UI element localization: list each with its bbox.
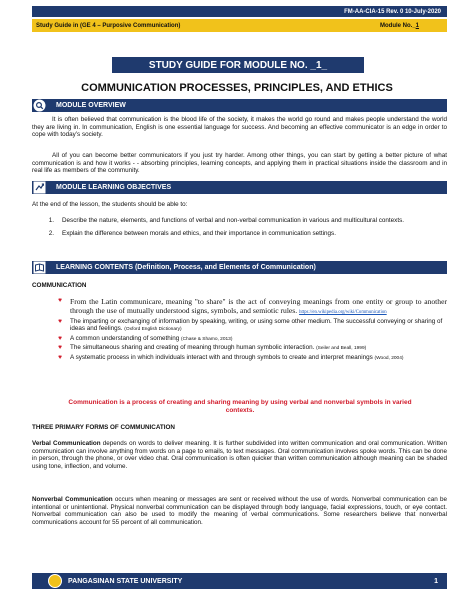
- section-header-overview: [32, 99, 447, 112]
- list-text: A common understanding of something: [70, 334, 180, 342]
- module-label-text: Module No._: [379, 22, 416, 29]
- study-guide-bar: [32, 19, 447, 32]
- search-icon: [32, 99, 47, 112]
- list-item: [50, 335, 447, 343]
- list-number: 1.: [48, 217, 54, 224]
- overview-paragraph-2: All of you can become better communicators if you just try harder. Among other things, you can start by getting a better picture of what communication is and how it works - - absorbing principles, learning concepts, and applying them in practical situations inside the classroom and in real life as members of the community.: [32, 152, 447, 175]
- list-text: From the Latin communicare, meaning "to share" is the act of conveying meanings from one entity or group to another through the use of mutually understood signs, symbols, and semiotic rules.: [70, 297, 447, 315]
- verbal-term: Verbal Communication: [32, 440, 101, 447]
- list-text-wrap: [70, 335, 447, 343]
- university-seal-icon: [48, 574, 62, 588]
- heart-bullet-icon: ♥: [58, 318, 62, 325]
- nonverbal-text: occurs when meaning or messages are sent or received without the use of words. Nonverbal communication can be intentional or unintentional. Physical nonverbal communication can be displayed through body language, facial expressions, touch, or eye contact. Nonverbal communication can also be used to modify the meaning of verbal communications. Some researchers believe that nonverbal communications account for 55 percent of all communication.: [32, 496, 447, 526]
- list-text: Describe the nature, elements, and functions of verbal and non-verbal communication in various and multicultural contexts.: [62, 217, 404, 224]
- definition-highlight: Communication is a process of creating and sharing meaning by using verbal and nonverbal symbols in varied contexts.: [68, 399, 412, 414]
- nonverbal-term: Nonverbal Communication: [32, 496, 113, 503]
- module-title-banner: [112, 57, 364, 73]
- nonverbal-paragraph: [32, 496, 447, 526]
- verbal-text: depends on words to deliver meaning. It is further subdivided into written communication and oral communication. Written communication can involve anything from words on a page to emails, to text messages. Oral communication involves spoke words. This can be done in person, through the phone, or over video chat. Oral communication is often quicker than written communication although meaning can be shaded using tone, inflection, and volume.: [32, 440, 447, 470]
- list-item: [32, 217, 447, 225]
- heart-bullet-icon: ♥: [58, 297, 62, 304]
- list-text: The simultaneous sharing and creating of meaning through human symbolic interaction.: [70, 344, 315, 352]
- list-text-wrap: [70, 344, 447, 352]
- list-text-wrap: [70, 354, 447, 362]
- list-item: [50, 318, 447, 334]
- citation: (Oxford English Dictionary): [124, 327, 182, 333]
- book-icon: [32, 261, 47, 274]
- section-header-contents: [32, 261, 447, 274]
- forms-heading: THREE PRIMARY FORMS OF COMMUNICATION: [32, 424, 175, 431]
- module-title-number: _1_: [310, 59, 328, 71]
- heart-bullet-icon: ♥: [58, 344, 62, 352]
- module-number: 1: [415, 22, 419, 29]
- subheading-communication: COMMUNICATION: [32, 282, 87, 289]
- page-number: 1: [434, 577, 438, 585]
- heart-bullet-icon: ♥: [58, 353, 62, 361]
- list-text-wrap: [70, 297, 447, 317]
- citation-link[interactable]: https://en.wikipedia.org/wiki/Communication: [299, 310, 387, 315]
- list-item: [50, 354, 447, 362]
- footer-bar: [32, 573, 447, 589]
- list-item: [32, 230, 447, 238]
- section-header-objectives: [32, 181, 447, 194]
- section-title: LEARNING CONTENTS (Definition, Process, and Elements of Communication): [56, 264, 316, 271]
- page-title: COMMUNICATION PROCESSES, PRINCIPLES, AND ETHICS: [81, 82, 393, 94]
- target-icon: [32, 181, 47, 194]
- objectives-list: [32, 217, 447, 242]
- section-title: MODULE OVERVIEW: [56, 102, 126, 109]
- list-text: A systematic process in which individuals interact with and through symbols to create and interpret meanings: [70, 353, 373, 361]
- university-name: PANGASINAN STATE UNIVERSITY: [68, 577, 183, 585]
- form-code: FM-AA-CIA-15 Rev. 0 10-July-2020: [344, 8, 441, 15]
- overview-paragraph-1: It is often believed that communication is the blood life of the society, it makes the world go round and makes people understand the world they are living in. In communication, English is one essential language for success. And becoming an effective communicator is an edge in order to cope with today’s society.: [32, 116, 447, 139]
- section-title: MODULE LEARNING OBJECTIVES: [56, 184, 172, 191]
- list-text: Explain the difference between morals and ethics, and their importance in communication settings.: [62, 229, 336, 237]
- list-text-wrap: [70, 318, 447, 334]
- module-title-prefix: STUDY GUIDE FOR MODULE NO.: [148, 59, 308, 71]
- list-text: The imparting or exchanging of information by speaking, writing, or using some other medium. The successful conveying or sharing of ideas and feelings.: [70, 318, 443, 333]
- citation: (Seiler and Beall, 1999): [316, 346, 367, 352]
- list-item: [50, 344, 447, 352]
- definition-list: [50, 297, 447, 363]
- heart-bullet-icon: ♥: [58, 334, 62, 342]
- course-label: Study Guide in (GE 4 – Purposive Communication): [36, 22, 181, 29]
- list-number: 2.: [48, 229, 54, 237]
- verbal-paragraph: [32, 440, 447, 470]
- form-code-bar: [32, 6, 447, 17]
- objectives-intro: At the end of the lesson, the students should be able to:: [32, 201, 188, 208]
- citation: (Wood, 2004): [374, 355, 404, 361]
- list-item: [50, 297, 447, 317]
- citation: (Chase & Shamo, 2013): [180, 336, 233, 342]
- module-number-label: [380, 23, 419, 29]
